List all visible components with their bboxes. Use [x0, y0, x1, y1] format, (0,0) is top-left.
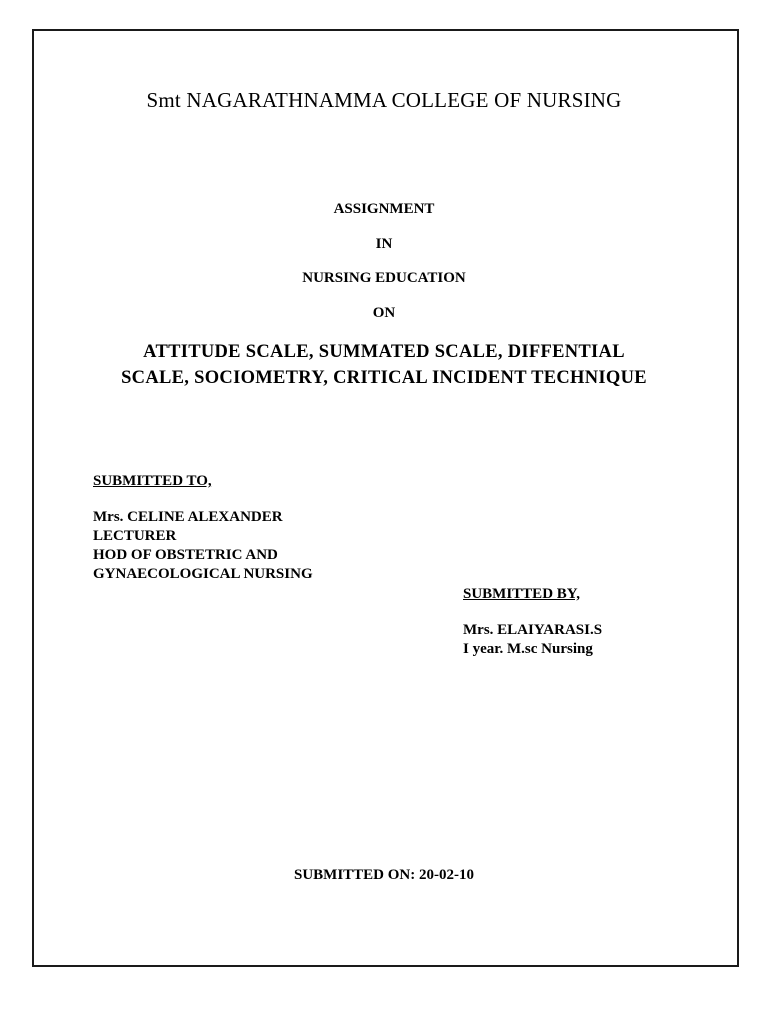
- page-border: [32, 29, 739, 967]
- topic-line-1: ATTITUDE SCALE, SUMMATED SCALE, DIFFENTIAL: [143, 342, 625, 362]
- submitted-to-heading: SUBMITTED TO,: [93, 473, 212, 489]
- recipient-department-line-2: GYNAECOLOGICAL NURSING: [93, 566, 313, 582]
- recipient-department-line-1: HOD OF OBSTETRIC AND: [93, 547, 278, 563]
- submission-date: SUBMITTED ON: 20-02-10: [293, 867, 474, 883]
- topic-line-2: SCALE, SOCIOMETRY, CRITICAL INCIDENT TECHNIQUE: [121, 368, 647, 388]
- submitter-course: I year. M.sc Nursing: [463, 641, 593, 657]
- college-name: Smt NAGARATHNAMMA COLLEGE OF NURSING: [146, 88, 622, 112]
- assignment-in-label: IN: [375, 236, 393, 252]
- submitter-name: Mrs. ELAIYARASI.S: [463, 622, 603, 638]
- assignment-label: ASSIGNMENT: [333, 201, 435, 217]
- submitted-by-details: [463, 621, 602, 659]
- recipient-designation: LECTURER: [93, 528, 177, 544]
- submitted-to-details: [93, 508, 313, 584]
- recipient-name: Mrs. CELINE ALEXANDER: [93, 509, 283, 525]
- subject-label: NURSING EDUCATION: [302, 270, 466, 286]
- assignment-topic: [0, 339, 768, 391]
- assignment-on-label: ON: [372, 305, 396, 321]
- submitted-by-heading: SUBMITTED BY,: [463, 586, 580, 602]
